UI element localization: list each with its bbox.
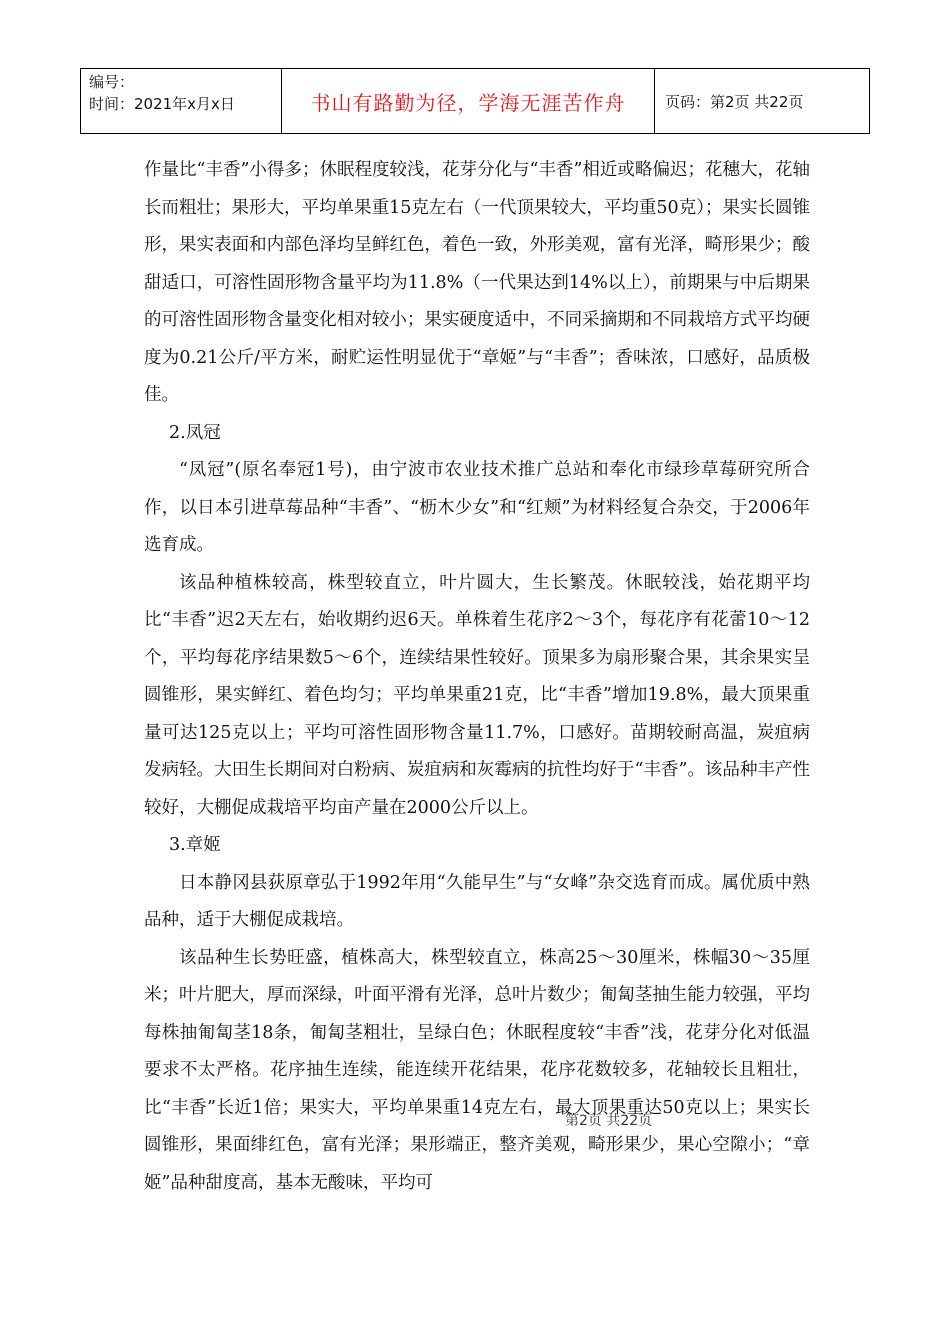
paragraph-fengguan-traits: 该品种植株较高，株型较直立，叶片圆大，生长繁茂。休眠较浅，始花期平均比“丰香”迟2天左右，始收期约迟6天。单株着生花序2～3个，每花序有花蕾10～12个，平均每花序结果数5～6个，连续结果性较好。顶果多为扇形聚合果，其余果实呈圆锥形，果实鲜红、着色均匀；平均单果重21克，比“丰香”增加19.8%，最大顶果重量可达125克以上；平均可溶性固形物含量11.7%，口感好。苗期较耐高温，炭疽病发病轻。大田生长期间对白粉病、炭疽病和灰霉病的抗性均好于“丰香”。该品种丰产性较好，大棚促成栽培平均亩产量在2000公斤以上。 — [144, 572, 810, 818]
section-heading-fengguan: 2.凤冠 — [169, 422, 221, 443]
paragraph-continued: 作量比“丰香”小得多；休眠程度较浅，花芽分化与“丰香”相近或略偏迟；花穗大，花轴长而粗壮；果形大，平均单果重15克左右（一代顶果较大，平均重50克）；果实长圆锥形，果实表面和内部色泽均呈鲜红色，着色一致，外形美观，富有光泽，畸形果少；酸甜适口，可溶性固形物含量平均为11.8%（一代果达到14%以上），前期果与中后期果的可溶性固形物含量变化相对较小；果实硬度适中，不同采摘期和不同栽培方式平均硬度为0.21公斤/平方米，耐贮运性明显优于“章姬”与“丰香”；香味浓，口感好，品质极佳。 — [144, 160, 810, 405]
document-number-label: 编号： — [89, 73, 135, 91]
header-motto: 书山有路勤为径，学海无涯苦作舟 — [282, 69, 655, 133]
header-page-info: 页码：第2页 共22页 — [665, 92, 804, 111]
paragraph-zhangji-traits: 该品种生长势旺盛，植株高大，株型较直立，株高25～30厘米，株幅30～35厘米；叶片肥大，厚而深绿，叶面平滑有光泽，总叶片数少；匍匐茎抽生能力较强，平均每株抽匍匐茎18条，匍匐茎粗壮，呈绿白色；休眠程度较“丰香”浅，花芽分化对低温要求不太严格。花序抽生连续，能连续开花结果，花序花数较多，花轴较长且粗壮，比“丰香”长近1倍；果实大，平均单果重14克左右，最大顶果重达50克以上；果实长圆锥形，果面绯红色，富有光泽；果形端正，整齐美观，畸形果少，果心空隙小；“章姬”品种甜度高，基本无酸味，平均可 — [144, 947, 810, 1193]
document-date: 时间：2021年x月x日 — [89, 95, 235, 113]
document-body — [144, 152, 810, 1202]
paragraph-zhangji-origin: 日本静冈县荻原章弘于1992年用“久能早生”与“女峰”杂交选育而成。属优质中熟品种，适于大棚促成栽培。 — [144, 872, 810, 930]
header-meta — [81, 69, 282, 133]
section-heading-zhangji: 3.章姬 — [169, 835, 221, 855]
paragraph-fengguan-origin: “凤冠”(原名奉冠1号)，由宁波市农业技术推广总站和奉化市绿珍草莓研究所合作，以日本引进草莓品种“丰香”、“枥木少女”和“红颊”为材料经复合杂交，于2006年选育成。 — [144, 460, 810, 555]
page-footer: 第2页 共22页 — [565, 1113, 653, 1129]
page-header — [80, 68, 870, 134]
